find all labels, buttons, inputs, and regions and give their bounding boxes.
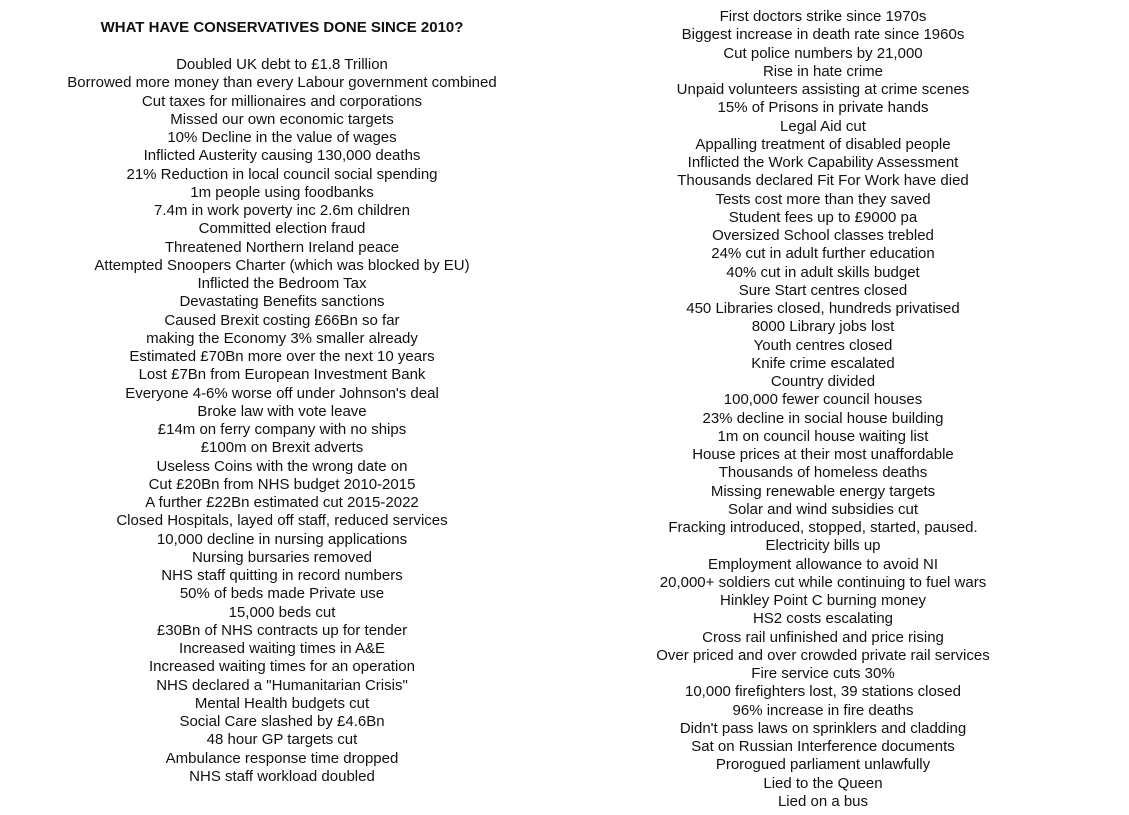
list-item: Cut police numbers by 21,000 [723, 44, 923, 62]
list-item: 10,000 decline in nursing applications [156, 530, 408, 548]
list-item: House prices at their most unaffordable [692, 446, 954, 463]
list-item: Hinkley Point C burning money [720, 592, 926, 609]
list-item: £30Bn of NHS contracts up for tender [156, 621, 408, 639]
list-item: Estimated £70Bn more over the next 10 years [129, 348, 435, 365]
list-item: 10,000 firefighters lost, 39 stations closed [685, 683, 961, 701]
list-item: Attempted Snoopers Charter (which was blocked by EU) [94, 256, 470, 274]
list-item: 7.4m in work poverty inc 2.6m children [154, 202, 410, 219]
list-item: 50% of beds made Private use [179, 585, 385, 603]
left-item-list [20, 56, 544, 786]
list-item: Fracking introduced, stopped, started, paused. [668, 519, 978, 536]
list-item: £100m on Brexit adverts [200, 439, 364, 457]
list-item: Missing renewable energy targets [710, 482, 936, 500]
list-item: 23% decline in social house building [702, 409, 944, 427]
list-item: Closed Hospitals, layed off staff, reduced services [116, 512, 448, 530]
list-item: Unpaid volunteers assisting at crime scenes [676, 81, 970, 98]
list-item: Increased waiting times in A&E [179, 640, 385, 657]
list-item: 15,000 beds cut [228, 603, 336, 621]
list-item: Knife crime escalated [751, 354, 895, 372]
list-item: 1m on council house waiting list [717, 427, 929, 445]
list-item: Fire service cuts 30% [751, 665, 895, 682]
list-item: NHS declared a "Humanitarian Crisis" [156, 676, 408, 694]
list-item: Oversized School classes trebled [712, 227, 934, 244]
list-item: 48 hour GP targets cut [206, 731, 358, 749]
list-item: Over priced and over crowded private rail services [656, 646, 990, 664]
right-column [630, 8, 1016, 811]
list-item: First doctors strike since 1970s [719, 8, 927, 25]
list-item: Doubled UK debt to £1.8 Trillion [176, 56, 388, 73]
list-item: HS2 costs escalating [752, 610, 894, 628]
list-item: Cut £20Bn from NHS budget 2010-2015 [148, 475, 416, 493]
list-item: Legal Aid cut [780, 117, 866, 135]
list-item: Inflicted Austerity causing 130,000 deaths [143, 147, 421, 165]
list-item: Lied on a bus [777, 792, 869, 810]
list-item: 96% increase in fire deaths [732, 701, 914, 719]
list-item: Inflicted the Bedroom Tax [197, 275, 367, 292]
list-item: Broke law with vote leave [197, 402, 367, 420]
list-item: Country divided [770, 373, 876, 390]
list-item: Sat on Russian Interference documents [691, 738, 955, 755]
list-item: Devastating Benefits sanctions [179, 293, 385, 311]
list-item: Thousands declared Fit For Work have died [677, 172, 969, 190]
list-item: Committed election fraud [198, 220, 366, 238]
list-item: 40% cut in adult skills budget [726, 263, 920, 281]
list-item: Nursing bursaries removed [191, 548, 373, 566]
list-item: Employment allowance to avoid NI [707, 555, 939, 573]
list-item: Mental Health budgets cut [194, 694, 370, 712]
list-item: Solar and wind subsidies cut [727, 500, 919, 518]
list-item: A further £22Bn estimated cut 2015-2022 [145, 494, 419, 511]
left-column [20, 18, 544, 786]
list-item: Electricity bills up [765, 537, 881, 555]
list-item: Didn't pass laws on sprinklers and cladding [679, 719, 967, 737]
list-item: 1m people using foodbanks [190, 183, 374, 201]
list-item: 24% cut in adult further education [711, 245, 935, 263]
list-item: making the Economy 3% smaller already [146, 329, 418, 347]
list-item: Social Care slashed by £4.6Bn [179, 713, 385, 730]
list-item: NHS staff quitting in record numbers [161, 567, 403, 584]
list-item: 21% Reduction in local council social spending [126, 165, 438, 183]
list-item: 100,000 fewer council houses [723, 391, 923, 409]
list-item: Inflicted the Work Capability Assessment [687, 154, 959, 171]
list-item: NHS staff workload doubled [189, 767, 375, 785]
list-item: Sure Start centres closed [738, 281, 908, 299]
page-title: WHAT HAVE CONSERVATIVES DONE SINCE 2010? [100, 19, 464, 36]
list-item: Cross rail unfinished and price rising [702, 628, 944, 646]
list-item: £14m on ferry company with no ships [157, 421, 407, 438]
list-item: Biggest increase in death rate since 1960s [681, 26, 965, 44]
list-item: Useless Coins with the wrong date on [156, 457, 408, 475]
list-item: Ambulance response time dropped [165, 749, 399, 767]
list-item: Increased waiting times for an operation [149, 658, 415, 676]
list-item: Lied to the Queen [763, 774, 883, 792]
list-item: Rise in hate crime [762, 62, 884, 80]
list-item: Prorogued parliament unlawfully [715, 756, 931, 774]
list-item: Tests cost more than they saved [715, 190, 931, 208]
list-item: Caused Brexit costing £66Bn so far [164, 311, 400, 329]
list-item: 15% of Prisons in private hands [717, 99, 929, 117]
list-item: Thousands of homeless deaths [718, 464, 928, 482]
list-item: Missed our own economic targets [170, 110, 394, 128]
list-item: Everyone 4-6% worse off under Johnson's deal [125, 384, 439, 402]
list-item: Youth centres closed [753, 336, 893, 354]
list-item: 450 Libraries closed, hundreds privatised [686, 300, 960, 317]
list-item: 20,000+ soldiers cut while continuing to fuel wars [659, 573, 987, 591]
list-item: Borrowed more money than every Labour government combined [67, 74, 497, 92]
list-item: Appalling treatment of disabled people [695, 135, 951, 153]
list-item: Threatened Northern Ireland peace [164, 238, 400, 256]
list-item: Cut taxes for millionaires and corporations [141, 92, 423, 110]
list-item: Lost £7Bn from European Investment Bank [138, 366, 426, 384]
list-item: 8000 Library jobs lost [751, 318, 895, 336]
list-item: 10% Decline in the value of wages [167, 129, 397, 146]
list-item: Student fees up to £9000 pa [728, 208, 918, 226]
right-item-list [630, 8, 1016, 811]
